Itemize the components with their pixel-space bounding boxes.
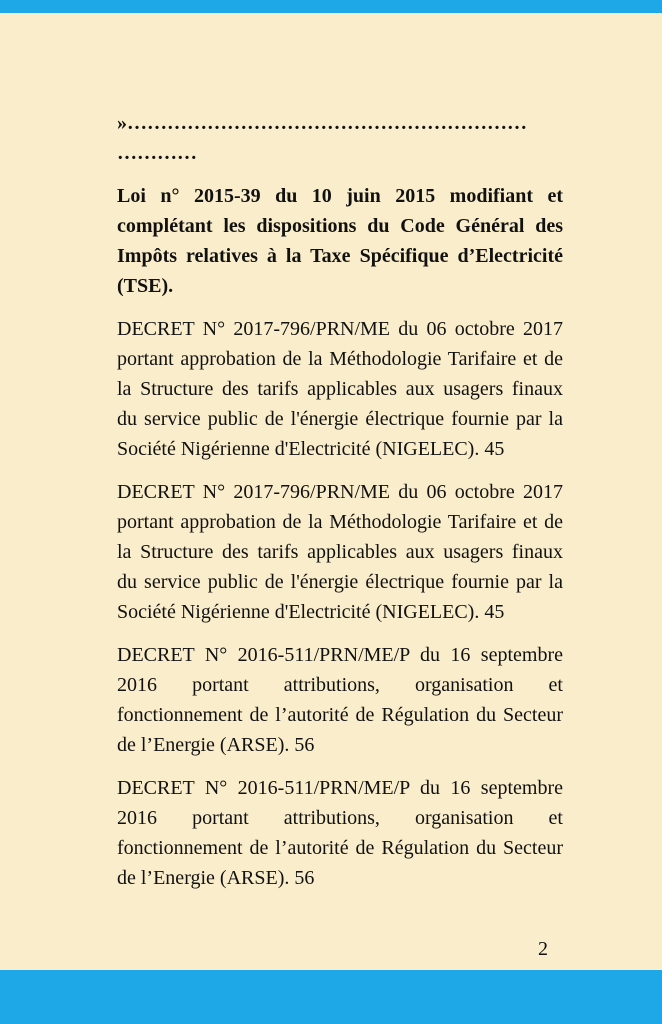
top-border-bar (0, 0, 662, 13)
toc-entry-decret-2016-511-b (117, 773, 563, 893)
toc-line: DECRET N° 2017-796/PRN/ME du 06 octobre 2017 (117, 318, 563, 340)
toc-line: 2016 portant attributions, organisation et (117, 807, 563, 829)
toc-dotted-leader (117, 108, 563, 168)
toc-line: fonctionnement de l’autorité de Régulation du Secteur (117, 837, 563, 859)
toc-entry-decret-2017-796-b (117, 477, 563, 627)
toc-line: Société Nigérienne d'Electricité (NIGELEC). 45 (117, 438, 505, 460)
toc-line: DECRET N° 2017-796/PRN/ME du 06 octobre 2017 (117, 481, 563, 503)
toc-line: du service public de l'énergie électrique fournie par la (117, 408, 563, 430)
toc-entry-decret-2016-511-a (117, 640, 563, 760)
toc-line: la Structure des tarifs applicables aux usagers finaux (117, 541, 563, 563)
toc-line: »…………………………………………………… (117, 112, 527, 134)
toc-line: 2016 portant attributions, organisation et (117, 674, 563, 696)
toc-line: du service public de l'énergie électrique fournie par la (117, 571, 563, 593)
toc-line: complétant les dispositions du Code Général des (117, 215, 563, 237)
bottom-border-bar (0, 970, 662, 1024)
page-content (117, 108, 563, 906)
toc-line: portant approbation de la Méthodologie Tarifaire et de (117, 511, 563, 533)
toc-line: de l’Energie (ARSE). 56 (117, 867, 315, 889)
toc-line: (TSE). (117, 275, 174, 297)
toc-line: Loi n° 2015-39 du 10 juin 2015 modifiant et (117, 185, 563, 207)
page-footer (538, 938, 548, 960)
toc-line: de l’Energie (ARSE). 56 (117, 734, 315, 756)
toc-line: la Structure des tarifs applicables aux usagers finaux (117, 378, 563, 400)
toc-line: portant approbation de la Méthodologie Tarifaire et de (117, 348, 563, 370)
toc-line: DECRET N° 2016-511/PRN/ME/P du 16 septembre (117, 777, 563, 799)
toc-line: Société Nigérienne d'Electricité (NIGELEC). 45 (117, 601, 505, 623)
toc-line: Impôts relatives à la Taxe Spécifique d’Electricité (117, 245, 563, 267)
toc-line: fonctionnement de l’autorité de Régulation du Secteur (117, 704, 563, 726)
page-number: 2 (538, 938, 548, 960)
toc-line: DECRET N° 2016-511/PRN/ME/P du 16 septembre (117, 644, 563, 666)
toc-entry-decret-2017-796-a (117, 314, 563, 464)
toc-line: ………… (117, 142, 197, 164)
toc-entry-loi-2015-39 (117, 181, 563, 301)
